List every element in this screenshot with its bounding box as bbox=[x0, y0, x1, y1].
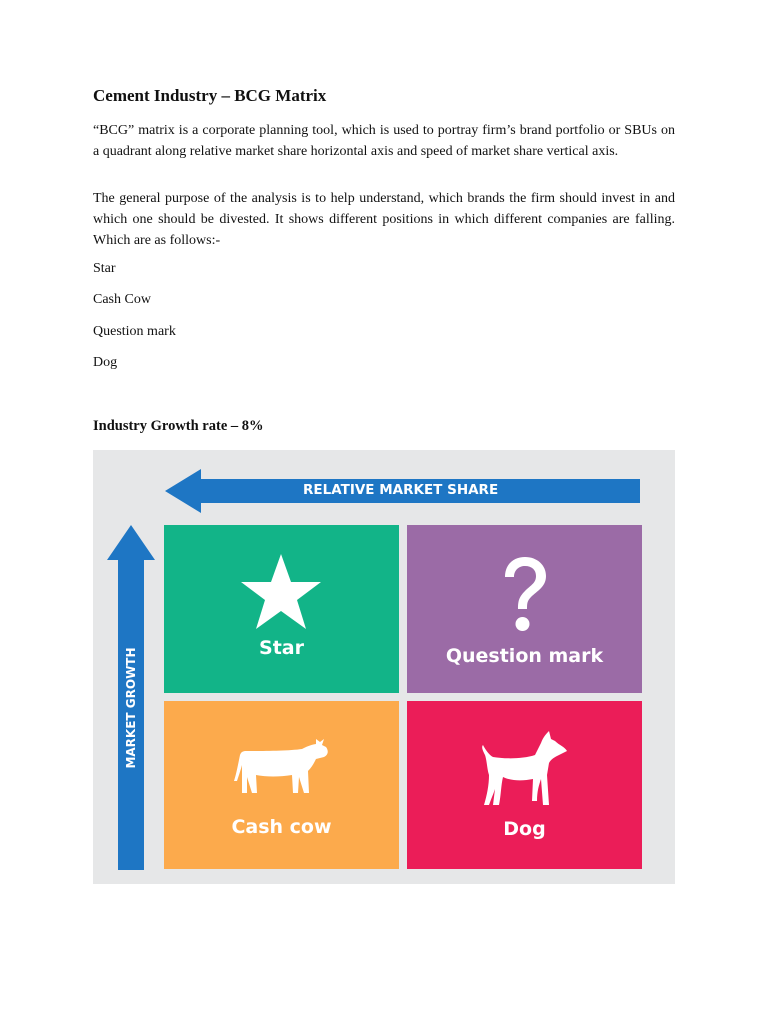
quadrant-cash-cow-label: Cash cow bbox=[231, 816, 332, 838]
quadrant-dog bbox=[407, 701, 642, 869]
dog-icon bbox=[479, 729, 569, 813]
quadrant-question-mark-label: Question mark bbox=[445, 645, 604, 667]
question-mark-icon bbox=[499, 555, 551, 635]
star-icon bbox=[238, 552, 324, 632]
market-growth-label: MARKET GROWTH bbox=[124, 647, 138, 769]
list-item-cash-cow: Cash Cow bbox=[93, 292, 151, 307]
paragraph-intro: “BCG” matrix is a corporate planning tool, which is used to portray firm’s brand portfolio or SBUs on a quadrant along relative market share horizontal axis and speed of market share vertical axis. bbox=[93, 123, 675, 159]
document-title: Cement Industry – BCG Matrix bbox=[93, 86, 327, 105]
quadrant-dog-label: Dog bbox=[503, 818, 546, 840]
quadrant-star-label: Star bbox=[259, 637, 304, 659]
cow-icon bbox=[232, 735, 332, 801]
bcg-matrix-figure bbox=[93, 450, 675, 884]
relative-market-share-label: RELATIVE MARKET SHARE bbox=[303, 482, 499, 498]
quadrant-cash-cow bbox=[164, 701, 399, 869]
list-item-star: Star bbox=[93, 261, 116, 276]
paragraph-purpose: The general purpose of the analysis is to help understand, which brands the firm should invest in and which one should be divested. It shows different positions in which different companies are falling. Which are as follows:- bbox=[93, 191, 675, 248]
industry-growth-heading: Industry Growth rate – 8% bbox=[93, 418, 264, 434]
list-item-dog: Dog bbox=[93, 355, 118, 370]
quadrant-star bbox=[164, 525, 399, 693]
list-item-question-mark: Question mark bbox=[93, 324, 176, 339]
quadrant-question-mark bbox=[407, 525, 642, 693]
